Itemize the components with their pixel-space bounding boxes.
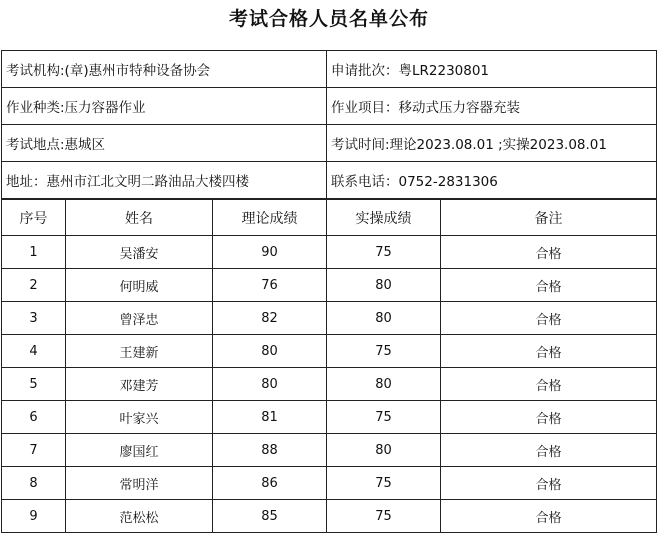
table-row — [2, 302, 657, 335]
cell-remark: 合格 — [441, 236, 657, 269]
table-row — [2, 236, 657, 269]
table-header-row — [2, 200, 657, 236]
results-table — [1, 199, 657, 533]
exam-organization: 考试机构:(章)惠州市特种设备协会 — [2, 51, 327, 88]
table-row — [2, 467, 657, 500]
cell-practical-score: 80 — [327, 368, 441, 401]
cell-theory-score: 88 — [213, 434, 327, 467]
header-practical-score: 实操成绩 — [327, 200, 441, 236]
exam-info-table — [1, 50, 657, 199]
info-row — [2, 125, 657, 162]
table-row — [2, 401, 657, 434]
cell-remark: 合格 — [441, 500, 657, 533]
cell-practical-score: 75 — [327, 236, 441, 269]
table-row — [2, 269, 657, 302]
cell-remark: 合格 — [441, 467, 657, 500]
cell-remark: 合格 — [441, 302, 657, 335]
cell-index: 2 — [2, 269, 66, 302]
cell-practical-score: 75 — [327, 335, 441, 368]
cell-name: 廖国红 — [66, 434, 213, 467]
header-name: 姓名 — [66, 200, 213, 236]
approval-batch: 申请批次：粤LR2230801 — [327, 51, 657, 88]
cell-name: 曾泽忠 — [66, 302, 213, 335]
page-title: 考试合格人员名单公布 — [228, 8, 429, 30]
cell-index: 3 — [2, 302, 66, 335]
work-type: 作业种类:压力容器作业 — [2, 88, 327, 125]
contact-phone: 联系电话：0752-2831306 — [327, 162, 657, 199]
exam-location: 考试地点:惠城区 — [2, 125, 327, 162]
work-item: 作业项目：移动式压力容器充装 — [327, 88, 657, 125]
info-row — [2, 162, 657, 199]
table-row — [2, 500, 657, 533]
cell-name: 常明洋 — [66, 467, 213, 500]
cell-practical-score: 75 — [327, 500, 441, 533]
header-index: 序号 — [2, 200, 66, 236]
header-theory-score: 理论成绩 — [213, 200, 327, 236]
cell-practical-score: 80 — [327, 269, 441, 302]
cell-remark: 合格 — [441, 335, 657, 368]
cell-index: 7 — [2, 434, 66, 467]
cell-name: 叶家兴 — [66, 401, 213, 434]
cell-index: 6 — [2, 401, 66, 434]
cell-name: 何明威 — [66, 269, 213, 302]
cell-theory-score: 90 — [213, 236, 327, 269]
cell-name: 范松松 — [66, 500, 213, 533]
cell-remark: 合格 — [441, 434, 657, 467]
cell-index: 4 — [2, 335, 66, 368]
table-row — [2, 434, 657, 467]
cell-practical-score: 80 — [327, 302, 441, 335]
cell-theory-score: 86 — [213, 467, 327, 500]
cell-theory-score: 82 — [213, 302, 327, 335]
cell-theory-score: 81 — [213, 401, 327, 434]
cell-index: 8 — [2, 467, 66, 500]
exam-time: 考试时间:理论2023.08.01 ;实操2023.08.01 — [327, 125, 657, 162]
info-row — [2, 51, 657, 88]
cell-remark: 合格 — [441, 269, 657, 302]
info-row — [2, 88, 657, 125]
cell-theory-score: 76 — [213, 269, 327, 302]
cell-theory-score: 80 — [213, 368, 327, 401]
cell-theory-score: 80 — [213, 335, 327, 368]
cell-remark: 合格 — [441, 401, 657, 434]
cell-index: 9 — [2, 500, 66, 533]
table-row — [2, 335, 657, 368]
cell-theory-score: 85 — [213, 500, 327, 533]
cell-name: 王建新 — [66, 335, 213, 368]
cell-name: 邓建芳 — [66, 368, 213, 401]
cell-practical-score: 80 — [327, 434, 441, 467]
cell-name: 吴潘安 — [66, 236, 213, 269]
cell-practical-score: 75 — [327, 467, 441, 500]
address: 地址：惠州市江北文明二路油品大楼四楼 — [2, 162, 327, 199]
cell-index: 1 — [2, 236, 66, 269]
cell-remark: 合格 — [441, 368, 657, 401]
table-row — [2, 368, 657, 401]
header-remark: 备注 — [441, 200, 657, 236]
cell-index: 5 — [2, 368, 66, 401]
cell-practical-score: 75 — [327, 401, 441, 434]
